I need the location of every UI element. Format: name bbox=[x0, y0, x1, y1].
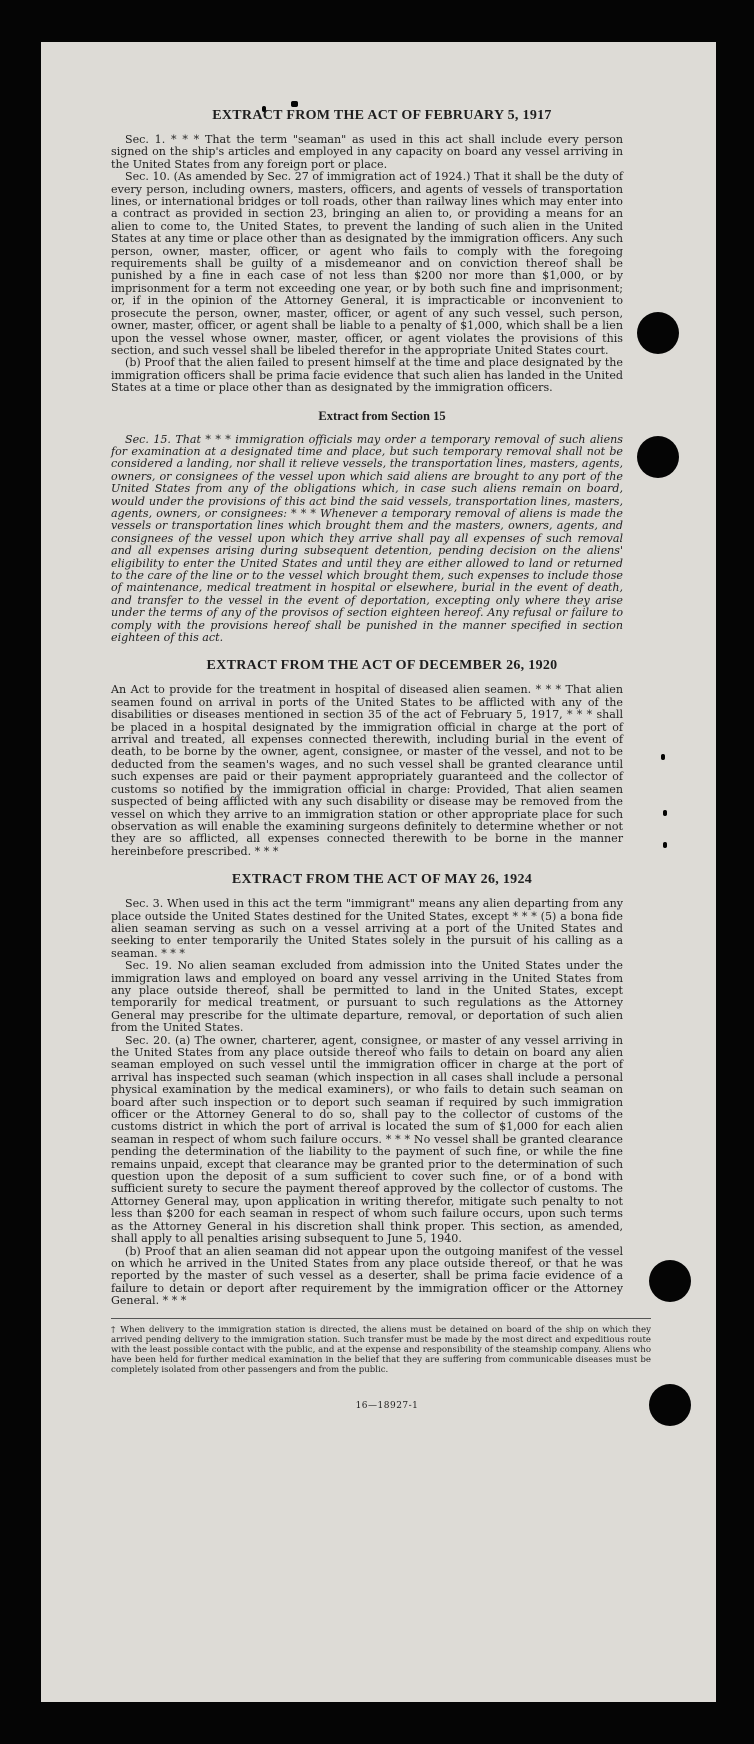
speck bbox=[663, 842, 667, 848]
paragraph: Sec. 1. * * * That the term "seaman" as used in this act shall include every person signed on the ship's articles and employed in any capacity on board any vessel arriving in the United States from any foreign port or place. bbox=[111, 133, 623, 171]
paragraph: (b) Proof that an alien seaman did not appear upon the outgoing manifest of the vessel on which he arrived in the United States from any place outside thereof, or that he was reported by the master of such vessel as a deserter, shall be prima facie evidence of a failure to detain or deport after requirement by the immigration officer or the Attorney General. * * * bbox=[111, 1244, 623, 1308]
paragraph: Sec. 19. No alien seaman excluded from admission into the United States under the immigration laws and employed on board any vessel arriving in the United States from any place outside thereof, shall be permitted to land in the United States, except temporarily for medical treatment, or pursuant to such regulations as the Attorney General may prescribe for the ultimate departure, removal, or deportation of such alien from the United States. bbox=[111, 959, 623, 1035]
punch-hole bbox=[649, 1384, 691, 1426]
paragraph: Sec. 3. When used in this act the term "immigrant" means any alien departing from any place outside the United States destined for the United States, except * * * (5) a bona fide alien seaman serving as such on a vessel arriving at a port of the United States and seeking to enter temporarily the United States solely in the pursuit of his calling as a seaman. * * * bbox=[111, 897, 623, 960]
print-code: 16—18927-1 bbox=[355, 1400, 419, 1411]
section-heading: EXTRACT FROM THE ACT OF MAY 26, 1924 bbox=[231, 872, 533, 888]
paragraph: Sec. 15. That * * * immigration officials may order a temporary removal of such aliens for examination at a designated time and place, but such temporary removal shall not be considered a landing, nor shall it relieve vessels, the transportation lines, masters, agents, owners, or consignees of the vessel upon which said aliens are brought to any port of the United States from any of the obligations which, in case such aliens remain on board, would under the provisions of this act bind the said vessels, transportation lines, masters, agents, owners, or consignees: * * * Whenever a temporary removal of aliens is made the vessels or transportation lines which brought them and the masters, owners, agents, and consignees of the vessel upon which they arrive shall pay all expenses of such removal and all expenses arising during subsequent detention, pending decision on the aliens' eligibility to enter the United States and until they are either allowed to land or returned to the care of the line or to the vessel which brought them, such expenses to include those of maintenance, medical treatment in hospital or elsewhere, burial in the event of death, and transfer to the vessel in the event of deportation, excepting only where they arise under the terms of any of the provisos of section eighteen hereof. Any refusal or failure to comply with the provisions hereof shall be punished in the manner specified in section eighteen of this act. bbox=[111, 432, 623, 645]
speck bbox=[291, 101, 298, 107]
speck bbox=[663, 810, 667, 816]
punch-hole bbox=[649, 1260, 691, 1302]
document-text bbox=[111, 108, 651, 1411]
subsection-heading: Extract from Section 15 bbox=[318, 408, 446, 423]
paragraph: Sec. 20. (a) The owner, charterer, agent, consignee, or master of any vessel arriving in the United States from any place outside thereof who fails to detain on board any alien seaman employed on such vessel until the immigration officer in charge at the port of arrival has inspected such seaman (which inspection in all cases shall include a personal physical examination by the medical examiners), or who fails to detain such seaman on board after such inspection or to deport such seaman if required by such immigration officer or the Attorney General to do so, shall pay to the collector of customs of the customs district in which the port of arrival is located the sum of $1,000 for each alien seaman in respect of whom such failure occurs. * * * No vessel shall be granted clearance pending the determination of the liability to the payment of such fine, or while the fine remains unpaid, except that clearance may be granted prior to the determination of such question upon the deposit of a sum sufficient to cover such fine, or of a bond with sufficient surety to secure the payment thereof approved by the collector of customs. The Attorney General may, upon application in writing therefor, mitigate such penalty to not less than $200 for each seaman in respect of whom such failure occurs, upon such terms as the Attorney General in his discretion shall think proper. This section, as amended, shall apply to all penalties arising subsequent to June 5, 1940. bbox=[111, 1033, 623, 1246]
paragraph: An Act to provide for the treatment in hospital of diseased alien seamen. * * * That alien seamen found on arrival in ports of the United States to be afflicted with any of the disabilities or diseases mentioned in section 35 of the act of February 5, 1917, * * * shall be placed in a hospital designated by the immigration official in charge at the port of arrival and treated, all expenses connected therewith, including burial in the event of death, to be borne by the owner, agent, consignee, or master of the vessel, and not to be deducted from the seamen's wages, and no such vessel shall be granted clearance until such expenses are paid or their payment appropriately guaranteed and the collector of customs so notified by the immigration official in charge: Provided, That alien seamen suspected of being afflicted with any such disability or disease may be removed from the vessel on which they arrive to an immigration station or other appropriate place for such observation as will enable the examining surgeons definitely to determine whether or not they are so afflicted, all expenses connected therewith to be borne in the manner hereinbefore prescribed. * * * bbox=[111, 683, 623, 858]
document-page bbox=[41, 42, 716, 1702]
paragraph: (b) Proof that the alien failed to present himself at the time and place designated by the immigration officers shall be prima facie evidence that such alien has landed in the United States at a time or place other than as designated by the immigration officers. bbox=[111, 356, 623, 395]
punch-hole bbox=[637, 436, 679, 478]
footnote: † When delivery to the immigration station is directed, the aliens must be detained on board of the ship on which they arrived pending delivery to the immigration station. Such transfer must be made by the most direct and expeditious route with the least possible contact with the public, and at the expense and responsibility of the steamship company. Aliens who have been held for further medical examination in the belief that they are suffering from communicable diseases must be completely isolated from other passengers and from the public. bbox=[111, 1318, 651, 1375]
punch-hole bbox=[637, 312, 679, 354]
speck bbox=[661, 754, 665, 760]
section-heading: EXTRACT FROM THE ACT OF DECEMBER 26, 1920 bbox=[206, 658, 558, 674]
paragraph: Sec. 10. (As amended by Sec. 27 of immigration act of 1924.) That it shall be the duty of every person, including owners, masters, officers, and agents of vessels of transportation lines, or international bridges or toll roads, other than railway lines which may enter into a contract as provided in section 23, bringing an alien to, or providing a means for an alien to come to, the United States, to prevent the landing of such alien in the United States at any time or place other than as designated by the immigration officers. Any such person, owner, master, officer, or agent who fails to comply with the foregoing requirements shall be guilty of a misdemeanor and on conviction thereof shall be punished by a fine in each case of not less than $200 nor more than $1,000, or by imprisonment for a term not exceeding one year, or by both such fine and imprisonment; or, if in the opinion of the Attorney General, it is impracticable or inconvenient to prosecute the person, owner, master, officer, or agent of any such vessel, such person, owner, master, officer, or agent shall be liable to a penalty of $1,000, which shall be a lien upon the vessel whose owner, master, officer, or agent violates the provisions of this section, and such vessel shall be libeled therefor in the appropriate United States court. bbox=[111, 170, 623, 357]
section-heading: EXTRACT FROM THE ACT OF FEBRUARY 5, 1917 bbox=[212, 108, 552, 123]
